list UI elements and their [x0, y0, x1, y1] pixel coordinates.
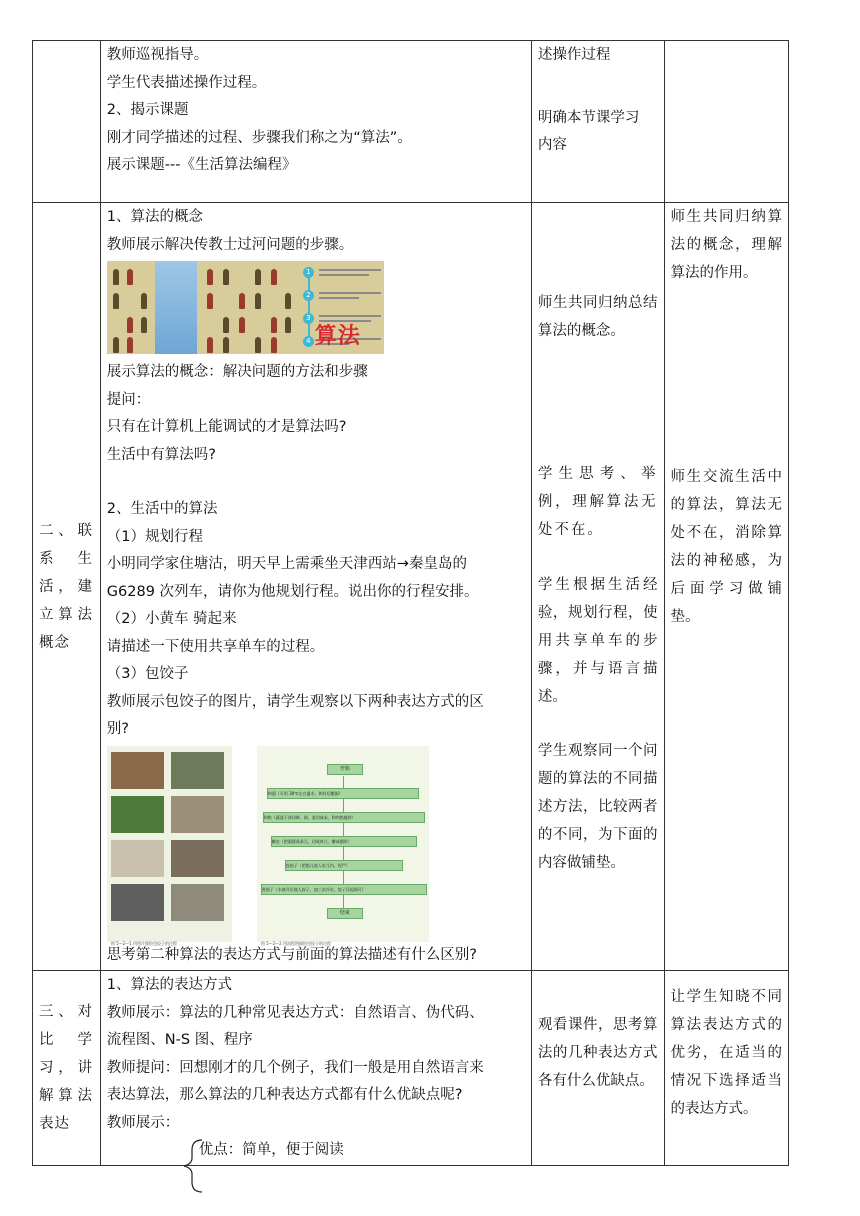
person-figure — [141, 317, 147, 333]
person-figure — [271, 317, 277, 333]
dumpling-flowchart — [257, 746, 429, 946]
content-cell — [100, 41, 531, 203]
content-line: 展示算法的概念：解决问题的方法和步骤 — [106, 364, 368, 380]
flow-start: 开始 — [327, 764, 363, 775]
intent-cell — [664, 971, 789, 1166]
river-crossing-image — [107, 261, 384, 354]
student-note: 师生共同归纳总结算法的概念。 — [537, 295, 658, 339]
content-line: 1、算法的表达方式 — [106, 977, 233, 993]
stage-cell — [33, 41, 101, 203]
content-cell — [100, 203, 531, 971]
content-line: 教师巡视指导。 — [106, 47, 209, 63]
content-line: 只有在计算机上能调试的才是算法吗? — [106, 419, 347, 435]
algorithm-word: 算法 — [314, 324, 361, 349]
student-cell — [531, 203, 664, 971]
intent-note: 师生共同归纳算法的概念，理解算法的作用。 — [670, 209, 782, 281]
person-figure — [207, 269, 213, 285]
river-shape — [155, 261, 197, 354]
content-line: 教师展示解决传教士过河问题的步骤。 — [106, 236, 354, 253]
person-figure — [141, 293, 147, 309]
intent-cell — [664, 41, 789, 203]
content-line: 教师展示： — [106, 1114, 180, 1131]
flow-step: 和馅（蔬洗干净切碎、剁、姜切成末、和肉馅搅拌） — [263, 812, 425, 823]
person-figure — [285, 317, 291, 333]
person-figure — [223, 269, 229, 285]
figure-caption: 图 5—2—1 用图片描绘包饺子的过程 — [110, 940, 177, 946]
student-note: 学生观察同一个问题的算法的不同描述方法，比较两者的不同，为下面的内容做铺垫。 — [537, 743, 658, 871]
person-figure — [255, 337, 261, 353]
student-line: 述操作过程 — [537, 47, 611, 63]
student-line: 内容 — [537, 137, 567, 153]
person-figure — [271, 269, 277, 285]
student-cell — [531, 41, 664, 203]
dumpling-photos — [107, 746, 232, 946]
person-figure — [223, 337, 229, 353]
stage-cell — [33, 971, 101, 1166]
person-figure — [207, 293, 213, 309]
content-line: （2）小黄车 骑起来 — [106, 611, 237, 627]
person-figure — [127, 269, 133, 285]
content-line: 小明同学家住塘沽，明天早上需乘坐天津西站→秦皇岛的 — [106, 556, 467, 572]
step-badge: 2 — [303, 290, 314, 301]
flow-step: 和面（可用 30℃左右温水，和好后醒面） — [267, 788, 419, 799]
stage-label: 二、联系生活，建立算法概念 — [39, 522, 93, 651]
content-line: 教师提问：回想刚才的几个例子，我们一般是用自然语言来 — [106, 1059, 484, 1076]
person-figure — [285, 293, 291, 309]
content-line: 教师展示：算法的几种常见表达方式：自然语言、伪代码、 — [106, 1004, 484, 1021]
content-line: 流程图、N-S 图、程序 — [106, 1032, 253, 1048]
intent-note: 师生交流生活中的算法，算法无处不在，消除算法的神秘感，为后面学习做铺垫。 — [670, 469, 782, 625]
stage-label: 三、对比学习，讲解算法表达 — [39, 1003, 93, 1132]
content-line: （3）包饺子 — [106, 666, 189, 682]
step-badge: 1 — [303, 267, 314, 278]
lesson-plan-table — [32, 40, 789, 1166]
person-figure — [271, 337, 277, 353]
table-row — [33, 41, 789, 203]
person-figure — [239, 317, 245, 333]
content-line: 2、生活中的算法 — [106, 501, 218, 517]
content-line: 2、揭示课题 — [106, 102, 189, 118]
student-note: 学生思考、举例，理解算法无处不在。 — [537, 466, 658, 538]
content-line: 1、算法的概念 — [106, 209, 204, 225]
content-line: 表达算法，那么算法的几种表达方式都有什么优缺点呢? — [106, 1087, 463, 1103]
intent-cell — [664, 203, 789, 971]
content-line: 刚才同学描述的过程、步骤我们称之为“算法”。 — [106, 129, 412, 146]
step-badge: 4 — [303, 336, 314, 347]
stage-cell — [33, 203, 101, 971]
content-line: 别? — [106, 721, 129, 737]
content-line: 学生代表描述操作过程。 — [106, 74, 267, 91]
brace-item: 优点：简单，便于阅读 — [198, 1142, 344, 1158]
student-note: 观看课件，思考算法的几种表达方式各有什么优缺点。 — [537, 1017, 658, 1089]
content-line: 提问： — [106, 391, 151, 408]
person-figure — [113, 337, 119, 353]
content-line: 思考第二种算法的表达方式与前面的算法描述有什么区别? — [106, 946, 477, 963]
person-figure — [223, 317, 229, 333]
table-row — [33, 971, 789, 1166]
content-cell — [100, 971, 531, 1166]
flow-end: 结束 — [327, 908, 363, 919]
person-figure — [255, 293, 261, 309]
person-figure — [127, 317, 133, 333]
content-line: 展示课题---《生活算法编程》 — [106, 157, 297, 173]
figure-caption: 图 5—2—2 用流程图描绘包饺子的过程 — [260, 940, 331, 946]
lesson-plan-page — [32, 40, 789, 1166]
intent-note: 让学生知晓不同算法表达方式的优劣，在适当的情况下选择适当的表达方式。 — [670, 989, 782, 1117]
person-figure — [207, 337, 213, 353]
content-line: （1）规划行程 — [106, 528, 204, 545]
person-figure — [127, 337, 133, 353]
curly-brace-shape — [180, 1136, 220, 1196]
table-row — [33, 203, 789, 971]
student-line: 明确本节课学习 — [537, 109, 640, 126]
content-line: G6289 次列车，请你为他规划行程。说出你的行程安排。 — [106, 583, 479, 600]
student-note: 学生根据生活经验，规划行程，使用共享单车的步骤，并与语言描述。 — [537, 577, 658, 705]
flow-step: 煮饺子（水烧开后放入饺子，加三次冷水，饺子浮起即可） — [261, 884, 427, 895]
dumpling-figure — [107, 746, 429, 946]
step-badge: 3 — [303, 313, 314, 324]
flow-step: 擀皮（把面揉成条儿，切成块儿，擀成圆形） — [271, 836, 417, 847]
person-figure — [239, 293, 245, 309]
student-cell — [531, 971, 664, 1166]
person-figure — [113, 269, 119, 285]
content-line: 教师展示包饺子的图片，请学生观察以下两种表达方式的区 — [106, 693, 484, 710]
content-line: 生活中有算法吗? — [106, 446, 216, 463]
content-line: 请描述一下使用共享单车的过程。 — [106, 638, 325, 655]
flow-step: 包饺子（把馅儿放入皮儿内，捏严） — [285, 860, 403, 871]
person-figure — [255, 269, 261, 285]
person-figure — [113, 293, 119, 309]
